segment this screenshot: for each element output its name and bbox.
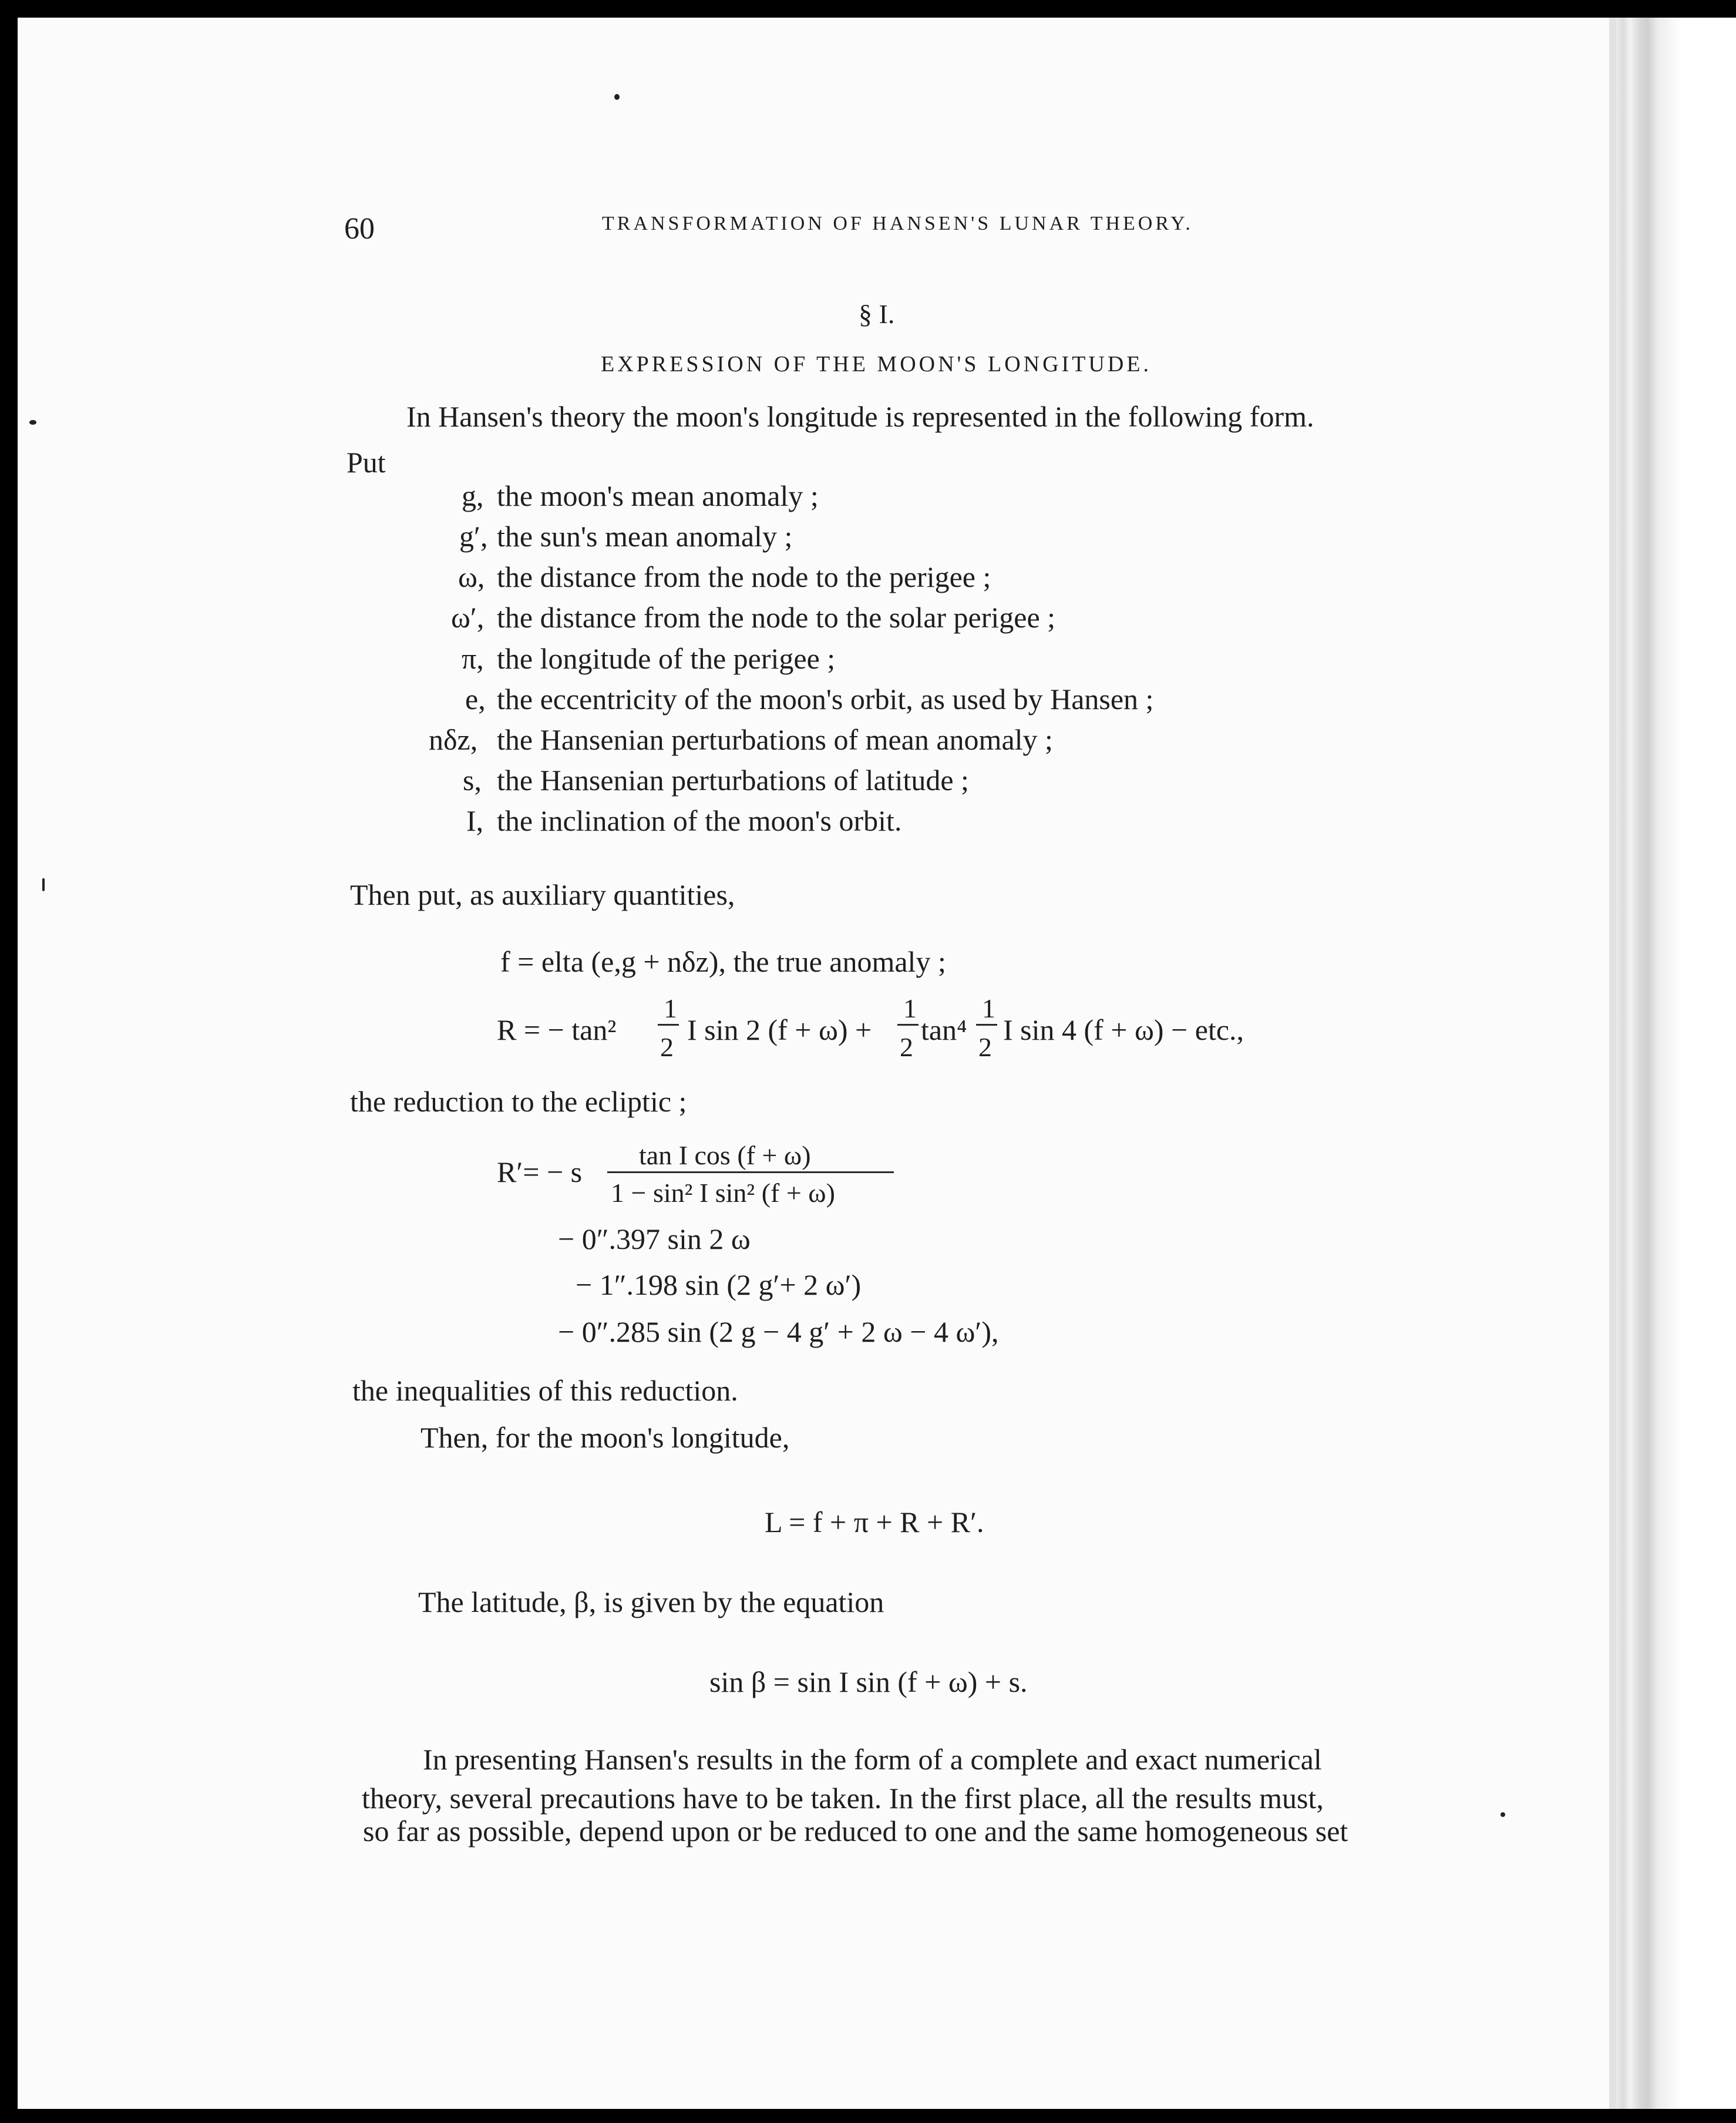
paragraph-line: theory, several precautions have to be taken. In the first place, all the results must, <box>362 1782 1324 1815</box>
definition-symbol: e, <box>465 683 486 715</box>
auxiliary-intro: Then put, as auxiliary quantities, <box>350 878 735 911</box>
fraction-bar <box>607 1171 894 1173</box>
fraction-denominator: 2 <box>900 1032 913 1062</box>
longitude-equation: L = f + π + R + R′. <box>765 1506 984 1538</box>
definition-text: the eccentricity of the moon's orbit, as used by Hansen ; <box>497 683 1154 715</box>
definition-symbol: s, <box>463 764 482 797</box>
definition-text: the longitude of the perigee ; <box>497 642 836 675</box>
running-title: TRANSFORMATION OF HANSEN'S LUNAR THEORY. <box>602 213 1193 234</box>
latitude-equation: sin β = sin I sin (f + ω) + s. <box>709 1665 1028 1698</box>
reduction-equation-lhs: R = − tan² <box>497 1013 617 1046</box>
scan-speck <box>29 420 36 425</box>
reduction-equation-part: tan⁴ <box>921 1013 967 1046</box>
scan-speck <box>614 94 620 100</box>
definition-text: the moon's mean anomaly ; <box>497 479 819 512</box>
inequality-term: − 0″.397 sin 2 ω <box>558 1222 751 1255</box>
book-spine <box>1616 18 1736 2109</box>
definition-text: the distance from the node to the solar perigee ; <box>497 601 1056 634</box>
definition-symbol: π, <box>462 642 484 675</box>
true-anomaly-equation: f = elta (e,g + nδz), the true anomaly ; <box>500 945 946 978</box>
inequality-description: the inequalities of this reduction. <box>352 1374 738 1407</box>
fraction-bar <box>976 1024 997 1026</box>
section-title: EXPRESSION OF THE MOON'S LONGITUDE. <box>601 352 1152 377</box>
scan-speck <box>42 878 45 891</box>
longitude-intro: Then, for the moon's longitude, <box>420 1421 790 1454</box>
definition-symbol: g, <box>462 479 484 512</box>
fraction-bar <box>897 1024 919 1026</box>
section-mark: § I. <box>859 299 895 329</box>
definition-text: the inclination of the moon's orbit. <box>497 804 902 837</box>
fraction-numerator: 1 <box>982 993 995 1023</box>
fraction-denominator: 2 <box>660 1032 674 1062</box>
reduction-description: the reduction to the ecliptic ; <box>350 1085 687 1118</box>
page-number: 60 <box>344 212 375 246</box>
reduction-inequality-lhs: R′= − s <box>497 1155 583 1188</box>
paragraph-line: so far as possible, depend upon or be reduced to one and the same homogeneous set <box>363 1815 1348 1847</box>
fraction-denominator: 2 <box>978 1032 992 1062</box>
definition-text: the Hansenian perturbations of latitude ; <box>497 764 969 797</box>
intro-line: In Hansen's theory the moon's longitude is represented in the following form. <box>406 400 1314 433</box>
definition-symbol: nδz, <box>429 723 478 756</box>
paragraph-line: In presenting Hansen's results in the form of a complete and exact numerical <box>423 1743 1322 1776</box>
definition-symbol: I, <box>466 804 484 837</box>
definition-text: the Hansenian perturbations of mean anomaly ; <box>497 723 1053 756</box>
fraction-numerator: tan I cos (f + ω) <box>639 1140 811 1170</box>
scan-speck <box>1501 1812 1505 1817</box>
definition-symbol: ω′, <box>451 601 485 634</box>
fraction-bar <box>658 1024 679 1026</box>
intro-put: Put <box>346 446 386 479</box>
definition-text: the distance from the node to the perigee ; <box>497 560 991 593</box>
fraction-numerator: 1 <box>903 993 917 1023</box>
reduction-equation-part: I sin 2 (f + ω) + <box>687 1013 872 1046</box>
inequality-term: − 0″.285 sin (2 g − 4 g′ + 2 ω − 4 ω′), <box>558 1315 999 1348</box>
latitude-intro: The latitude, β, is given by the equation <box>418 1585 884 1618</box>
inequality-term: − 1″.198 sin (2 g′+ 2 ω′) <box>576 1268 862 1301</box>
definition-symbol: g′, <box>459 520 488 553</box>
definition-text: the sun's mean anomaly ; <box>497 520 793 553</box>
reduction-equation-part: I sin 4 (f + ω) − etc., <box>1003 1013 1244 1046</box>
definition-symbol: ω, <box>458 560 485 593</box>
fraction-numerator: 1 <box>664 993 677 1023</box>
fraction-denominator: 1 − sin² I sin² (f + ω) <box>611 1178 835 1208</box>
